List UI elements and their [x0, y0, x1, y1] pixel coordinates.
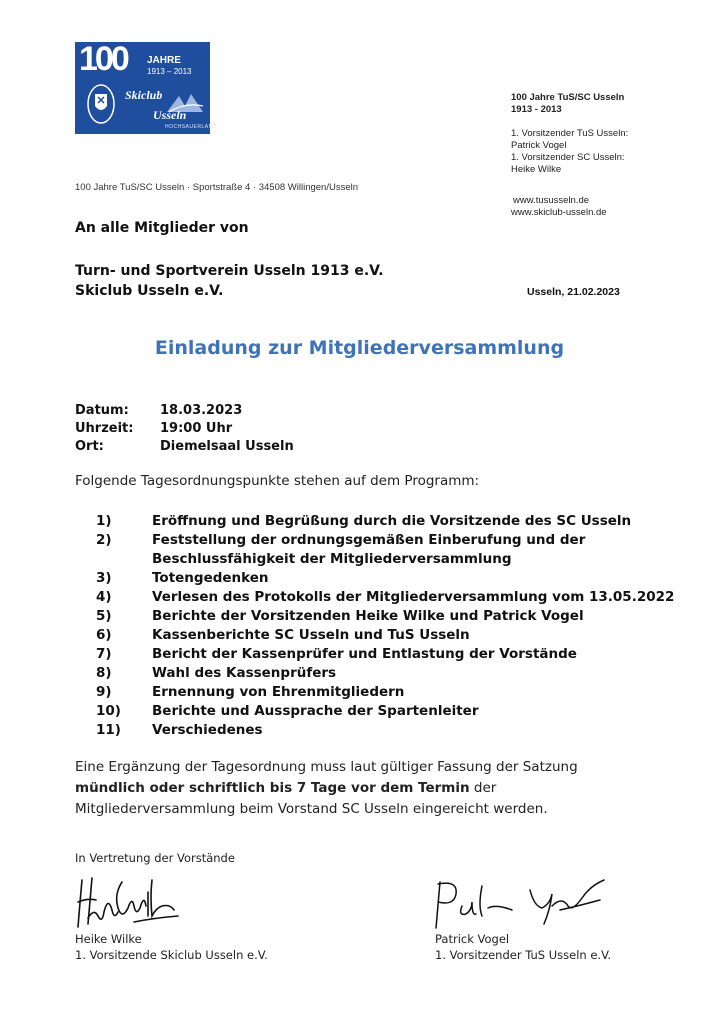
logo-jahre: JAHRE: [147, 55, 181, 66]
agenda-number: 6): [96, 627, 112, 643]
address-line-3: Skiclub Usseln e.V.: [75, 283, 224, 299]
agenda-item: [96, 721, 712, 740]
detail-key: Uhrzeit:: [75, 421, 134, 436]
agenda-number: 3): [96, 570, 112, 586]
date-place: Usseln, 21.02.2023: [527, 286, 620, 298]
amendment-deadline: mündlich oder schriftlich bis 7 Tage vor dem Termin: [75, 780, 470, 796]
chair1-role: 1. Vorsitzender TuS Usseln:: [511, 128, 629, 139]
agenda-text: Verlesen des Protokolls der Mitgliederversammlung vom 13.05.2022: [152, 589, 675, 605]
org-name: 100 Jahre TuS/SC Usseln: [511, 92, 625, 103]
logo-club-word: Skiclub: [125, 88, 163, 102]
agenda-number: 10): [96, 703, 121, 719]
logo-club-place: Usseln: [153, 108, 187, 122]
agenda-item: [96, 607, 712, 626]
website-tus[interactable]: www.tususseln.de: [513, 195, 590, 206]
logo-region: HOCHSAUERLAND: [165, 124, 217, 130]
address-line-2: Turn- und Sportverein Usseln 1913 e.V.: [75, 263, 384, 279]
club-logo: [75, 40, 217, 134]
logo-years: 1913 – 2013: [147, 67, 192, 76]
agenda-item: [96, 645, 712, 664]
agenda-number: 9): [96, 684, 112, 700]
agenda-text: Feststellung der ordnungsgemäßen Einberufung und der Beschlussfähigkeit der Mitgliederversammlung: [152, 532, 586, 567]
detail-value: Diemelsaal Usseln: [160, 439, 294, 454]
amendment-notice: [75, 757, 655, 820]
chair2-name: Heike Wilke: [511, 164, 562, 175]
signature-heike-wilke: [74, 872, 184, 934]
signer-role-left: 1. Vorsitzende Skiclub Usseln e.V.: [75, 948, 268, 962]
chair2-role: 1. Vorsitzender SC Usseln:: [511, 152, 625, 163]
org-years: 1913 - 2013: [511, 104, 562, 115]
agenda-number: 8): [96, 665, 112, 681]
agenda-text: Berichte der Vorsitzenden Heike Wilke und Patrick Vogel: [152, 608, 584, 624]
agenda-number: 1): [96, 513, 112, 529]
detail-time: [75, 421, 232, 436]
agenda-number: 2): [96, 532, 112, 548]
chair1-name: Patrick Vogel: [511, 140, 567, 151]
agenda-text: Eröffnung und Begrüßung durch die Vorsitzende des SC Usseln: [152, 513, 632, 529]
agenda-intro: Folgende Tagesordnungspunkte stehen auf dem Programm:: [75, 473, 480, 489]
logo-number: 100: [79, 40, 127, 78]
signer-name-right: Patrick Vogel: [435, 932, 510, 946]
signature-block-right: [435, 931, 611, 963]
agenda-item: [96, 512, 712, 531]
agenda-text: Ernennung von Ehrenmitgliedern: [152, 684, 405, 700]
amendment-connector: der: [469, 780, 497, 796]
signer-role-right: 1. Vorsitzender TuS Usseln e.V.: [435, 948, 612, 962]
agenda-item: [96, 588, 712, 607]
agenda-number: 11): [96, 722, 121, 738]
agenda-item: [96, 569, 712, 588]
amendment-line-1: Eine Ergänzung der Tagesordnung muss laut gültiger Fassung der Satzung: [75, 759, 578, 775]
detail-location: [75, 439, 294, 454]
agenda-number: 7): [96, 646, 112, 662]
agenda-item: [96, 531, 712, 569]
signature-block-left: [75, 931, 268, 963]
detail-key: Datum:: [75, 403, 129, 418]
agenda-item: [96, 702, 712, 721]
representation-note: In Vertretung der Vorstände: [75, 851, 235, 865]
website-skiclub[interactable]: www.skiclub-usseln.de: [511, 207, 607, 218]
detail-value: 18.03.2023: [160, 403, 243, 418]
agenda-text: Verschiedenes: [152, 722, 263, 738]
signature-patrick-vogel: [432, 876, 612, 932]
agenda-text: Berichte und Aussprache der Spartenleiter: [152, 703, 479, 719]
address-line-1: An alle Mitglieder von: [75, 220, 249, 236]
agenda-text: Kassenberichte SC Usseln und TuS Usseln: [152, 627, 470, 643]
agenda-item: [96, 626, 712, 645]
agenda-number: 4): [96, 589, 112, 605]
agenda-number: 5): [96, 608, 112, 624]
agenda-item: [96, 683, 712, 702]
page-title: Einladung zur Mitgliederversammlung: [154, 337, 565, 359]
sender-line: 100 Jahre TuS/SC Usseln · Sportstraße 4 · 34508 Willingen/Usseln: [75, 182, 359, 193]
crest-icon: [87, 84, 115, 124]
detail-key: Ort:: [75, 439, 104, 454]
agenda-text: Totengedenken: [152, 570, 269, 586]
agenda-item: [96, 664, 712, 683]
agenda-list: [96, 512, 712, 740]
detail-date: [75, 403, 242, 418]
signer-name-left: Heike Wilke: [75, 932, 142, 946]
org-header-block: [511, 92, 644, 176]
agenda-text: Bericht der Kassenprüfer und Entlastung der Vorstände: [152, 646, 577, 662]
detail-value: 19:00 Uhr: [160, 421, 233, 436]
amendment-line-3: Mitgliederversammlung beim Vorstand SC Usseln eingereicht werden.: [75, 801, 548, 817]
agenda-text: Wahl des Kassenprüfers: [152, 665, 337, 681]
websites: [511, 195, 644, 219]
